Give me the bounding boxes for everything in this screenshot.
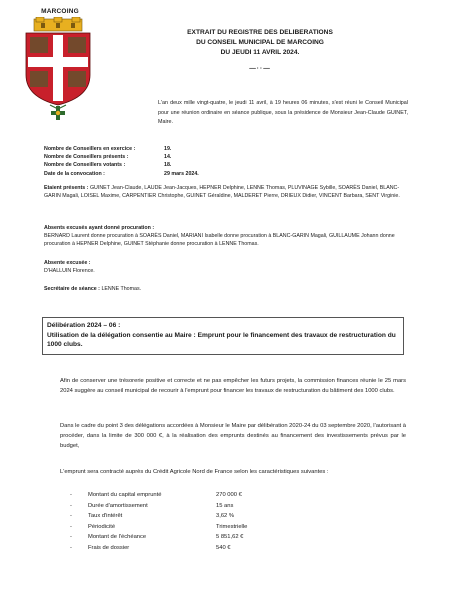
list-item: - Périodicité Trimestrielle [70,522,330,533]
condition-name: Durée d'amortissement [88,502,148,509]
body-paragraph: Dans le cadre du point 3 des délégations accordées à Monsieur le Maire par délibération 2020-24 du 03 septembre 2020, l'autorisant à procéder, dans la limite de 300 000 €, à la réalisation des emprunts destinés au financement des investissements prévus par le budget, [60,423,406,449]
condition-name: Frais de dossier [88,544,130,551]
deliberation-number: Délibération 2024 – 06 : [47,322,121,329]
count-label: Nombre de Conseillers en exercice : [44,146,136,152]
list-item: - Montant du capital emprunté 270 000 € [70,490,330,501]
body-paragraph: L'emprunt sera contracté auprès du Crédit Agricole Nord de France selon les caractéristiques suivantes : [60,469,329,475]
preamble-paragraph: L'an deux mille vingt-quatre, le jeudi 11 avril, à 19 heures 06 minutes, s'est réuni le Conseil Municipal pour une réunion ordinaire en séance publique, sous la présidence de Monsieur Jean-Claude GUINET, Maire. [158,100,408,125]
present-label: Etaient présents : [44,185,89,191]
session-secretary [44,285,404,293]
header-line-1: EXTRAIT DU REGISTRE DES DELIBERATIONS [187,29,333,36]
absent-proxies [44,224,404,249]
present-names: GUINET Jean-Claude, LAUDE Jean-Jacques, HEPNER Delphine, LENNE Thomas, PLUVINAGE Sybille, SOARÈS Daniel, BLANC-GARIN Magali, LOISEL Maxime, CARPENTIER Christophe, GUINET Géraldine, MALDERET Pierre, DRIEUX Didier, VINCENT Barbara, SENT Virginie. [44,185,400,200]
header-line-3: DU JEUDI 11 AVRIL 2024. [220,49,300,56]
condition-value: 15 ans [216,502,234,509]
condition-name: Périodicité [88,523,116,530]
count-value: 14. [164,154,172,161]
excused-member [44,259,404,275]
count-row [44,161,404,169]
list-item: - Taux d'intérêt 3,62 % [70,511,330,522]
count-label: Date de la convocation : [44,170,105,177]
body-paragraph: Afin de conserver une trésorerie positive et correcte et ne pas empêcher les futurs projets, la commission finances réunie le 25 mars 2024 suggère au conseil municipal de recourir à l'emprunt pour financer les travaux de restructuration du bâtiment des 1000 clubs. [60,378,406,394]
deliberation-title: Utilisation de la délégation consentie au Maire : Emprunt pour le financement des travaux de restructuration du 1000 clubs. [47,331,396,349]
condition-value: Trimestrielle [216,523,248,530]
coat-of-arms [20,8,108,123]
excuse-name: D'HALLUIN Florence. [44,268,95,275]
excuse-label: Absente excusée : [44,260,91,266]
condition-name: Montant du capital emprunté [88,492,162,498]
present-members [44,184,404,200]
condition-value: 3,62 % [216,513,235,520]
condition-value: 270 000 € [216,492,242,498]
loan-conditions-list [70,490,330,554]
condition-name: Montant de l'échéance [88,534,147,541]
header-separator: —··— [249,65,271,72]
crest-title: MARCOING [41,8,79,15]
count-label: Nombre de Conseillers votants : [44,162,126,169]
condition-name: Taux d'intérêt [88,513,123,520]
council-counts [44,145,404,178]
count-value: 19. [164,146,172,152]
count-label: Nombre de Conseillers présents : [44,154,129,161]
count-row [44,170,404,178]
marcoing-crest-icon [20,17,96,123]
count-row [44,145,404,153]
count-value: 18. [164,162,172,169]
count-row [44,153,404,161]
absents-label: Absents excusés ayant donné procuration : [44,225,155,231]
list-item: - Durée d'amortissement 15 ans [70,501,330,512]
secretary-label: Secrétaire de séance : [44,286,100,292]
header-line-2: DU CONSEIL MUNICIPAL DE MARCOING [196,39,324,46]
condition-value: 5 851,62 € [216,534,244,541]
secretary-name: LENNE Thomas. [101,286,142,292]
condition-value: 540 € [216,544,231,551]
count-value: 29 mars 2024. [164,170,199,177]
absents-text: BERNARD Laurent donne procuration à SOARÈS Daniel, MARIANI Isabelle donne procuration à BLANC-GARIN Magali, GUILLAUME Johann donne procuration à HEPNER Delphine, GUINET Stéphanie donne procuration à LENNE Thomas. [44,233,395,248]
list-item: - Montant de l'échéance 5 851,62 € [70,532,330,543]
document-header [150,28,370,74]
list-item: - Frais de dossier 540 € [70,543,330,554]
deliberation-title-box [42,317,404,355]
